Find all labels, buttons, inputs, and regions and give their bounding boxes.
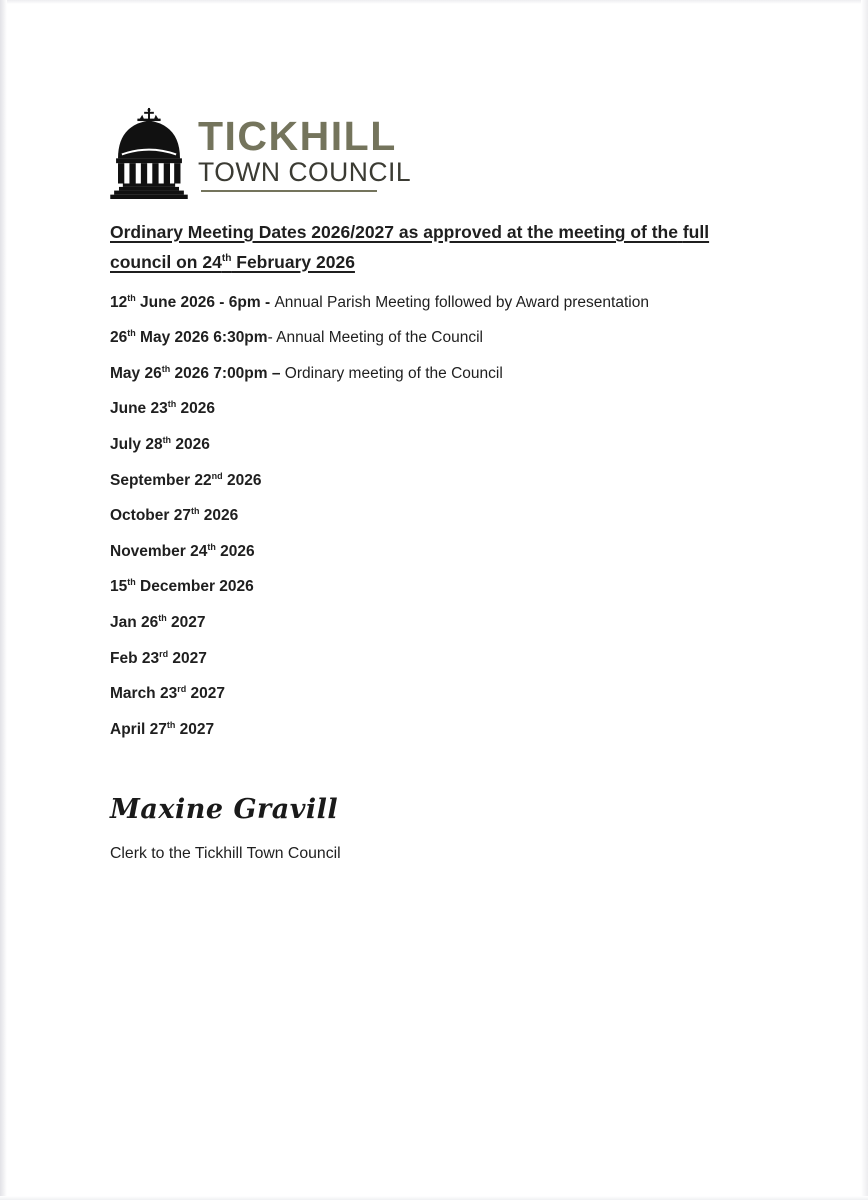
meeting-date-line	[110, 471, 740, 491]
ordinal-suffix: rd	[159, 648, 169, 659]
meeting-date-bold-rest: 2027	[186, 685, 225, 703]
meeting-date-bold-rest: 2026	[215, 542, 255, 560]
meeting-description: Annual Parish Meeting followed by Award presentation	[274, 293, 649, 311]
ordinal-suffix: th	[207, 541, 216, 552]
meeting-date-line	[110, 577, 740, 597]
meeting-date-bold: July 28	[110, 435, 163, 453]
page-title	[110, 218, 735, 277]
title-ordinal-suffix: th	[221, 252, 232, 264]
meeting-date-bold-rest: May 2026 6:30pm	[135, 329, 268, 347]
meeting-date-bold: May 26	[110, 364, 162, 382]
title-line2-rest: February 2026	[231, 251, 355, 272]
ordinal-suffix: th	[158, 612, 167, 623]
meeting-date-bold: April 27	[110, 720, 167, 738]
meeting-date-line	[110, 293, 740, 313]
meeting-date-bold-rest: 2026	[199, 507, 239, 525]
logo-text	[198, 107, 411, 192]
ordinal-suffix: rd	[177, 683, 187, 694]
ordinal-suffix: th	[162, 434, 172, 445]
meeting-date-bold-rest: 2026	[171, 435, 210, 453]
meeting-description: Ordinary meeting of the Council	[284, 364, 503, 382]
meeting-date-bold-rest: 2026 7:00pm –	[170, 364, 285, 382]
page-edge-right	[861, 0, 868, 1200]
meeting-date-line	[110, 720, 740, 740]
clerk-signature: Maxine Gravill	[110, 793, 339, 825]
meeting-date-line	[110, 684, 740, 704]
meeting-date-bold-rest: 2026	[222, 471, 262, 489]
meeting-date-line	[110, 399, 740, 419]
meeting-date-bold: June 23	[110, 400, 168, 418]
meeting-date-line	[110, 435, 740, 455]
ordinal-suffix: th	[127, 292, 136, 303]
meeting-date-bold: 15	[110, 578, 128, 596]
document-content	[110, 107, 740, 863]
meeting-date-bold: 26	[110, 329, 128, 347]
meeting-date-line	[110, 364, 740, 384]
logo-title: TICKHILL	[198, 113, 397, 159]
ordinal-suffix: th	[167, 399, 177, 410]
meeting-date-bold-rest: 2027	[166, 613, 206, 631]
meeting-date-bold-rest: 2027	[168, 649, 207, 667]
ordinal-suffix: th	[190, 506, 200, 516]
meeting-date-line	[110, 506, 740, 526]
meeting-date-bold: November 24	[110, 542, 208, 560]
logo-underline	[201, 190, 377, 192]
ordinal-suffix: th	[166, 719, 176, 730]
town-council-logo	[110, 107, 740, 199]
meeting-date-line	[110, 542, 740, 562]
meeting-date-bold-rest: 2026	[176, 400, 216, 418]
meeting-date-bold: September 22	[110, 471, 212, 489]
page-edge-left	[0, 0, 7, 1200]
meeting-date-bold-rest: June 2026 - 6pm -	[135, 293, 275, 311]
clerk-role-line: Clerk to the Tickhill Town Council	[110, 844, 341, 862]
buttercross-monument-icon	[110, 107, 188, 199]
title-line2-text: full council on 24	[110, 222, 710, 272]
title-line1: Ordinary Meeting Dates 2026/2027 as approved at the meeting of the	[110, 222, 678, 242]
meeting-date-bold-rest: 2027	[175, 720, 215, 738]
page-edge-bottom	[0, 1196, 868, 1200]
logo-subtitle: TOWN COUNCIL	[198, 157, 412, 187]
meeting-date-line	[110, 613, 740, 633]
meeting-date-line	[110, 649, 740, 669]
meeting-dates-list	[110, 293, 740, 740]
meeting-date-bold: Jan 26	[110, 613, 159, 631]
meeting-date-line	[110, 328, 740, 348]
ordinal-suffix: th	[127, 328, 136, 339]
meeting-date-bold: March 23	[110, 685, 178, 703]
meeting-date-bold-rest: December 2026	[135, 578, 254, 596]
ordinal-suffix: th	[127, 577, 136, 588]
ordinal-suffix: th	[161, 363, 171, 374]
meeting-date-bold: Feb 23	[110, 649, 160, 667]
meeting-date-bold: October 27	[110, 507, 191, 525]
meeting-description: - Annual Meeting of the Council	[267, 329, 483, 347]
ordinal-suffix: nd	[211, 470, 223, 481]
page-edge-top	[0, 0, 868, 4]
meeting-date-bold: 12	[110, 293, 128, 311]
